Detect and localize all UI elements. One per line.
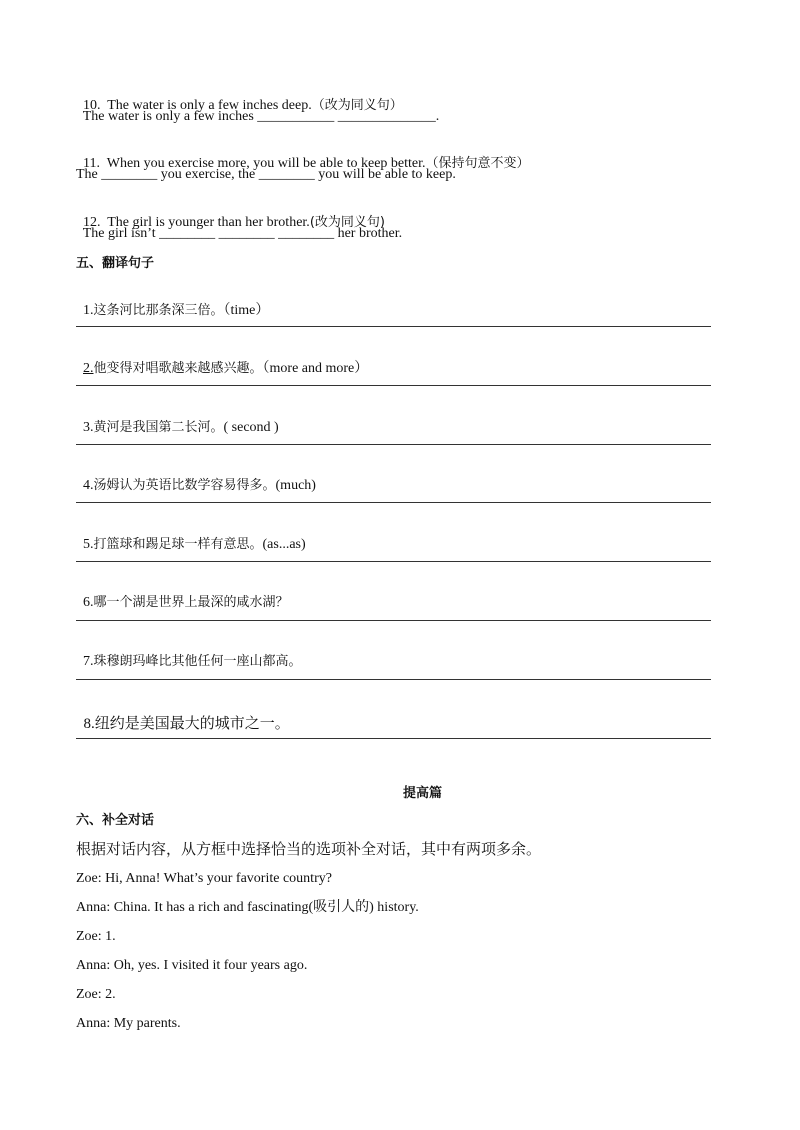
item-text: 珠穆朗玛峰比其他任何一座山都高。 bbox=[93, 654, 302, 669]
question-12-answer: The girl isn’t ________ ________ ________ her brother. bbox=[76, 226, 403, 241]
item-text: 他变得对唱歌越来越感兴趣。 bbox=[93, 361, 263, 376]
answer-line-5[interactable] bbox=[76, 561, 711, 562]
translate-item-2 bbox=[76, 342, 368, 378]
translate-item-3 bbox=[76, 401, 279, 437]
answer-line-3[interactable] bbox=[76, 444, 711, 445]
question-11-prompt: 11. When you exercise more, you will be able to keep better. bbox=[83, 156, 426, 171]
dialogue-line: Anna: Oh, yes. I visited it four years ago. bbox=[76, 958, 308, 973]
translate-item-1 bbox=[76, 284, 269, 320]
answer-line-6[interactable] bbox=[76, 620, 711, 621]
dialogue-line: Anna: My parents. bbox=[76, 1016, 181, 1031]
item-number: 7. bbox=[83, 654, 94, 669]
question-10-prompt: 10. The water is only a few inches deep. bbox=[83, 98, 312, 113]
item-text: 这条河比那条深三倍。 bbox=[93, 303, 224, 318]
section-five-heading: 五、翻译句子 bbox=[76, 256, 155, 271]
translate-item-8 bbox=[76, 693, 290, 734]
item-number: 5. bbox=[83, 537, 94, 552]
question-11-note: （保持句意不变） bbox=[425, 156, 530, 171]
item-text: 哪一个湖是世界上最深的咸水湖？ bbox=[93, 595, 289, 610]
item-hint: (as...as) bbox=[262, 537, 306, 552]
answer-line-2[interactable] bbox=[76, 385, 711, 386]
item-text: 黄河是我国第二长河。 bbox=[93, 420, 224, 435]
answer-line-7[interactable] bbox=[76, 679, 711, 680]
question-12-note: (改为同义句) bbox=[309, 215, 385, 230]
question-10-note: （改为同义句） bbox=[311, 98, 403, 113]
question-12-prompt: 12. The girl is younger than her brother. bbox=[83, 215, 310, 230]
answer-line-4[interactable] bbox=[76, 502, 711, 503]
answer-line-8[interactable] bbox=[76, 738, 711, 739]
item-number: 8. bbox=[83, 716, 95, 732]
translate-item-6 bbox=[76, 576, 289, 612]
item-number: 6. bbox=[83, 595, 94, 610]
question-10-answer: The water is only a few inches ___________ ______________. bbox=[76, 109, 440, 124]
dialogue-line: Zoe: Hi, Anna! What’s your favorite country? bbox=[76, 871, 332, 886]
item-hint: ( second ) bbox=[223, 420, 279, 435]
advanced-title: 提高篇 bbox=[402, 786, 442, 801]
translate-item-7 bbox=[76, 635, 302, 671]
item-number: 2. bbox=[83, 361, 94, 376]
item-number: 3. bbox=[83, 420, 94, 435]
item-hint: (much) bbox=[275, 478, 316, 493]
item-number: 1. bbox=[83, 303, 94, 318]
item-number: 4. bbox=[83, 478, 94, 493]
dialogue-instruction: 根据对话内容，从方框中选择恰当的选项补全对话，其中有两项多余。 bbox=[76, 840, 542, 858]
translate-item-4 bbox=[76, 459, 316, 495]
item-text: 纽约是美国最大的城市之一。 bbox=[94, 714, 290, 732]
item-text: 打篮球和踢足球一样有意思。 bbox=[93, 537, 263, 552]
translate-item-5 bbox=[76, 518, 306, 554]
dialogue-line: Zoe: 1. bbox=[76, 929, 116, 944]
question-11-answer: The ________ you exercise, the ________ you will be able to keep. bbox=[76, 167, 456, 182]
dialogue-line: Zoe: 2. bbox=[76, 987, 116, 1002]
answer-line-1[interactable] bbox=[76, 326, 711, 327]
item-text: 汤姆认为英语比数学容易得多。 bbox=[93, 478, 276, 493]
item-hint: （time） bbox=[223, 303, 270, 318]
dialogue-line: Anna: China. It has a rich and fascinating(吸引人的) history. bbox=[76, 900, 419, 915]
item-hint: （more and more） bbox=[262, 361, 369, 376]
section-six-heading: 六、补全对话 bbox=[76, 813, 155, 828]
